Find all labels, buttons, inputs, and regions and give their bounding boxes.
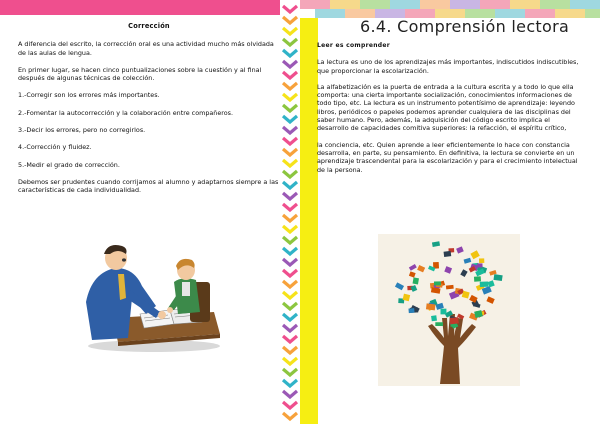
list-item-2: 2.-Fomentar la autocorrección y la colaboración entre compañeros. — [18, 108, 234, 117]
list-item-5: 5.-Medir el grado de corrección. — [18, 160, 120, 169]
left-page-title: Corrección — [128, 22, 170, 30]
book-leaf — [431, 315, 437, 321]
bar-block — [315, 9, 346, 18]
chevron-mark — [283, 391, 297, 397]
chevron-mark — [283, 149, 297, 155]
chevron-mark — [283, 127, 297, 133]
book-leaf — [409, 264, 417, 271]
chevron-mark — [283, 292, 297, 298]
book-leaf — [470, 250, 479, 259]
chevron-mark — [283, 226, 297, 232]
right-subtitle: Leer es comprender — [317, 42, 390, 49]
chevron-mark — [283, 270, 297, 276]
right-paragraph-3: la conciencia, etc. Quien aprende a leer eficientemente lo hace con constancia desarrolla, en parte, su pensamiento. En definitiva, la lectura se convierte en un aprendizaje trascendental para la escolarización y para el crecimiento intelectual de la persona. — [317, 140, 578, 174]
book-leaf — [460, 269, 467, 277]
book-leaf — [456, 246, 464, 253]
chevron-mark — [283, 105, 297, 111]
chevron-mark — [283, 72, 297, 78]
bar-block — [570, 0, 600, 9]
chevron-mark — [283, 314, 297, 320]
book-leaf — [486, 296, 494, 303]
chevron-mark — [283, 6, 297, 12]
book-leaf — [432, 241, 440, 247]
chevron-mark — [283, 336, 297, 342]
right-page — [300, 0, 600, 424]
right-paragraph-2: La alfabetización es la puerta de entrada a la cultura escrita y a todo lo que ella comporta: una cierta importante socialización, conocimientos informaciones de todo tipo, etc. La lectura es un instrumento potentísimo de aprendizaje: leyendo libros, periódicos o papeles podemos aprender cualquiera de las disciplinas del saber humano. Pero, además, la adquisición del código escrito implica el desarrollo de capacidades comitiva superiores: la refacción, el espíritu crítico, — [317, 82, 575, 133]
bar-block — [360, 0, 391, 9]
right-colored-bar — [300, 0, 600, 18]
book-leaf — [480, 281, 489, 287]
book-leaf — [395, 282, 404, 290]
chevron-mark — [283, 347, 297, 353]
chevron-mark — [283, 237, 297, 243]
chevron-mark — [283, 94, 297, 100]
chevron-mark — [283, 160, 297, 166]
chevron-mark — [283, 50, 297, 56]
book-leaf — [444, 251, 452, 257]
chevron-mark — [283, 325, 297, 331]
chevron-mark — [283, 281, 297, 287]
chevron-mark — [283, 204, 297, 210]
book-leaf — [446, 285, 454, 289]
chevron-mark — [283, 17, 297, 23]
book-leaf — [426, 303, 436, 310]
book-leaf — [434, 281, 441, 285]
chevron-mark — [283, 182, 297, 188]
book-leaf — [474, 276, 481, 281]
left-paragraph-1: A diferencia del escrito, la corrección oral es una actividad mucho más olvidada de las aulas de lengua. — [18, 40, 274, 57]
chevron-mark — [283, 215, 297, 221]
bar-block — [300, 0, 331, 9]
chevron-mark — [283, 369, 297, 375]
chevron-mark — [283, 138, 297, 144]
left-pink-bar — [0, 0, 280, 15]
book-leaf — [450, 317, 459, 324]
chevron-mark — [283, 259, 297, 265]
chevron-mark — [283, 61, 297, 67]
list-item-3: 3.-Decir los errores, pero no corregirlos. — [18, 126, 146, 135]
chevron-mark — [283, 83, 297, 89]
left-text-column — [18, 22, 280, 204]
list-item-4: 4.-Corrección y fluidez. — [18, 143, 92, 152]
right-page-title: 6.4. Comprensión lectora — [360, 17, 570, 36]
chevron-divider-strip — [280, 0, 300, 424]
chevron-mark — [283, 380, 297, 386]
book-leaf — [477, 263, 482, 267]
chevron-mark — [283, 358, 297, 364]
book-leaf — [435, 322, 443, 326]
book-leaf — [479, 258, 484, 263]
book-leaf — [464, 258, 472, 264]
left-closing-paragraph: Debemos ser prudentes cuando corrijamos al alumno y adaptarnos siempre a las características de cada individualidad. — [18, 177, 279, 195]
chevron-mark — [283, 28, 297, 34]
book-tree-illustration — [378, 234, 520, 386]
bar-block — [330, 0, 361, 9]
right-paragraph-1: La lectura es uno de los aprendizajes más importantes, indiscutidos indiscutibles, que proporcionar la escolarización. — [317, 58, 579, 75]
book-leaf — [444, 266, 452, 274]
book-leaf — [413, 277, 419, 284]
left-paragraph-2: En primer lugar, se hacen cinco puntualizaciones sobre la cuestión y al final después de algunas técnicas de colección. — [18, 65, 262, 83]
chevron-mark — [283, 39, 297, 45]
bar-block — [585, 9, 600, 18]
chevron-mark — [283, 248, 297, 254]
bar-block — [540, 0, 571, 9]
teacher-student-desk-illustration — [82, 242, 224, 353]
book-leaf — [474, 310, 483, 318]
chevron-mark — [283, 116, 297, 122]
bar-block — [450, 0, 481, 9]
chevron-mark — [283, 303, 297, 309]
bar-block — [510, 0, 541, 9]
chevron-mark — [283, 193, 297, 199]
chevron-mark — [283, 402, 297, 408]
book-leaf — [440, 309, 446, 315]
chevron-mark — [283, 171, 297, 177]
book-tree-illustration-box — [378, 234, 520, 386]
book-leaf — [408, 308, 414, 313]
bar-block — [480, 0, 511, 9]
yellow-side-strip — [300, 18, 318, 424]
list-item-1: 1.-Corregir son los errores más importantes. — [18, 91, 160, 100]
right-text-column — [317, 42, 582, 182]
book-leaf — [493, 274, 502, 281]
chevron-mark — [283, 413, 297, 419]
book-leaf — [417, 265, 425, 272]
bar-block — [420, 0, 451, 9]
book-leaf — [409, 271, 416, 277]
bar-block — [390, 0, 421, 9]
